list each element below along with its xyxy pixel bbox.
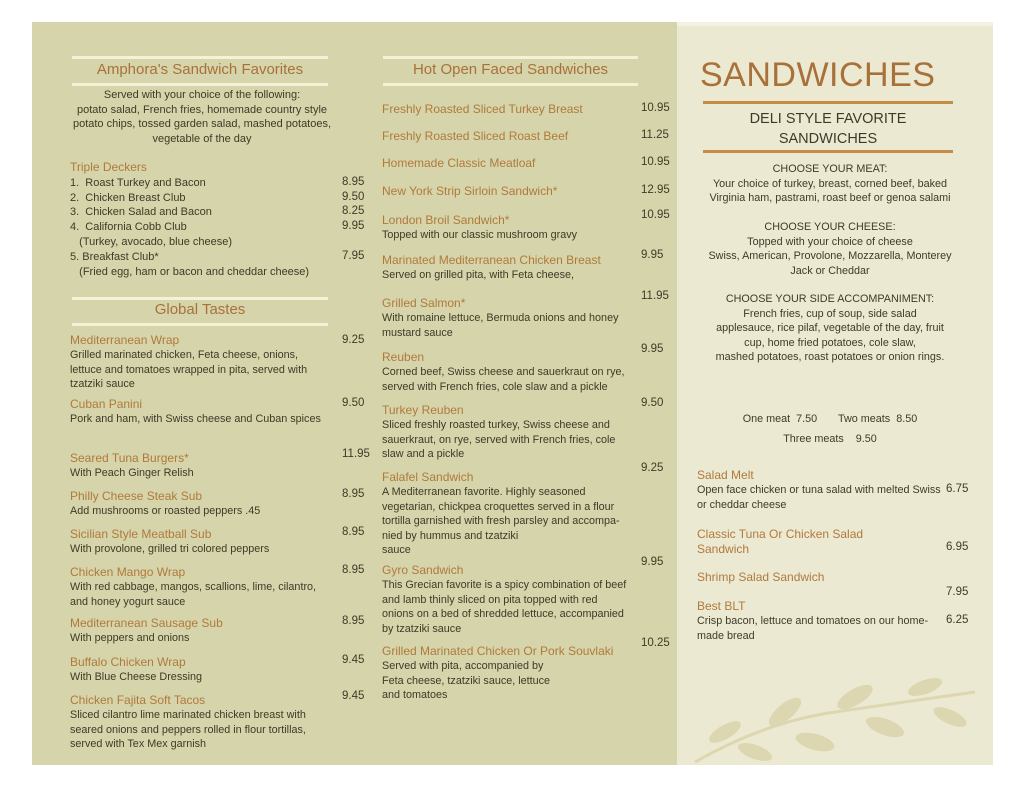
menu-item — [382, 350, 642, 394]
item-description: With Peach Ginger Relish — [70, 467, 194, 479]
meat-pricing-three: Three meats 9.50 — [783, 433, 877, 445]
divider — [383, 83, 638, 86]
item-description: Grilled marinated chicken, Feta cheese, onions, lettuce and tomatoes wrapped in pita, served with tzatziki sauce — [70, 349, 308, 390]
item-description: With provolone, grilled tri colored peppers — [70, 543, 270, 555]
menu-item — [70, 333, 340, 392]
item-price: 8.95 — [342, 488, 365, 500]
item-name: Chicken Fajita Soft Tacos — [70, 693, 206, 707]
item-description: Topped with our classic mushroom gravy — [382, 229, 578, 241]
item-description: Open face chicken or tuna salad with melted Swiss or cheddar cheese — [697, 484, 941, 511]
menu-item — [382, 253, 642, 283]
meat-pricing: One meat 7.50 Two meats 8.50 — [742, 413, 918, 425]
triple-decker-price: 9.95 — [342, 220, 365, 232]
item-price: 10.95 — [641, 209, 670, 221]
item-description: With red cabbage, mangos, scallions, lime, cilantro, and honey yogurt sauce — [70, 581, 317, 608]
item-description: Sliced freshly roasted turkey, Swiss cheese and sauerkraut, on rye, served with French fries, cole slaw and a pickle — [382, 419, 616, 460]
leaf-ornament-icon — [685, 672, 985, 765]
item-price: 11.25 — [641, 129, 669, 141]
menu-item — [70, 693, 340, 752]
item-name: Marinated Mediterranean Chicken Breast — [382, 253, 601, 267]
triple-decker-price: 8.95 — [342, 176, 365, 188]
item-price: 7.95 — [946, 586, 969, 598]
menu-item — [70, 489, 340, 519]
menu-item — [70, 565, 340, 609]
item-price: 9.95 — [641, 249, 664, 261]
item-price: 9.50 — [641, 397, 664, 409]
triple-decker-item: 1. Roast Turkey and Bacon — [70, 177, 206, 189]
item-name: Philly Cheese Steak Sub — [70, 489, 203, 503]
menu-item — [382, 184, 642, 199]
menu-item — [70, 397, 340, 427]
item-name: Sicilian Style Meatball Sub — [70, 527, 212, 541]
menu-item — [697, 599, 947, 643]
item-name: London Broil Sandwich* — [382, 213, 510, 227]
menu-item — [382, 403, 642, 462]
item-price: 6.75 — [946, 483, 969, 495]
choose-cheese: CHOOSE YOUR CHEESE: Topped with your choice of cheese Swiss, American, Provolone, Mozzarella, Monterey Jack or Cheddar — [708, 221, 952, 277]
section-title-global: Global Tastes — [154, 301, 246, 318]
item-description: Add mushrooms or roasted peppers .45 — [70, 505, 261, 517]
favorites-intro: Served with your choice of the following: potato salad, French fries, homemade country style potato chips, tossed garden salad, mashed potatoes, vegetable of the day — [72, 89, 332, 145]
item-price: 10.95 — [641, 102, 670, 114]
menu-item — [697, 570, 947, 585]
item-price: 8.95 — [342, 615, 365, 627]
item-price: 9.45 — [342, 690, 365, 702]
item-name: Mediterranean Sausage Sub — [70, 616, 223, 630]
item-description: Corned beef, Swiss cheese and sauerkraut on rye, served with French fries, cole slaw and a pickle — [382, 366, 625, 393]
item-description: With Blue Cheese Dressing — [70, 671, 203, 683]
item-price: 9.25 — [342, 334, 365, 346]
menu-item — [382, 129, 642, 144]
triple-deckers-heading: Triple Deckers — [70, 160, 147, 174]
item-price: 9.45 — [342, 654, 365, 666]
triple-decker-item: 3. Chicken Salad and Bacon — [70, 206, 212, 218]
item-price: 6.95 — [946, 541, 969, 553]
item-price: 11.95 — [342, 448, 370, 460]
triple-decker-price: 8.25 — [342, 205, 365, 217]
item-name: Falafel Sandwich — [382, 470, 474, 484]
section-title-favorites: Amphora's Sandwich Favorites — [96, 61, 304, 78]
item-price: 6.25 — [946, 614, 969, 626]
item-price: 10.95 — [641, 156, 670, 168]
menu-item — [70, 451, 340, 481]
item-name: New York Strip Sirloin Sandwich* — [382, 184, 558, 198]
choose-side: CHOOSE YOUR SIDE ACCOMPANIMENT: French fries, cup of soup, side salad applesauce, rice pilaf, vegetable of the day, fruit cup, home fried potatoes, cole slaw, mashed potatoes, roast potatoes or onion rings. — [715, 293, 945, 363]
item-description: With romaine lettuce, Bermuda onions and honey mustard sauce — [382, 312, 619, 339]
item-price: 9.95 — [641, 556, 664, 568]
item-price: 8.95 — [342, 564, 365, 576]
item-name: Freshly Roasted Sliced Turkey Breast — [382, 102, 583, 116]
page-title: SANDWICHES — [700, 56, 936, 94]
item-description: A Mediterranean favorite. Highly seasoned vegetarian, chickpea croquettes served in a flour tortilla garnished with fresh parsley and accompa- nied by hummus and tzatziki sauce — [382, 486, 620, 556]
item-name: Grilled Marinated Chicken Or Pork Souvlaki — [382, 644, 614, 658]
item-price: 12.95 — [641, 184, 670, 196]
item-name: Salad Melt — [697, 468, 754, 482]
item-name: Best BLT — [697, 599, 746, 613]
triple-decker-item: 5. Breakfast Club* (Fried egg, ham or bacon and cheddar cheese) — [70, 251, 310, 278]
menu-item — [70, 655, 340, 685]
menu-item — [697, 468, 947, 512]
item-name: Classic Tuna Or Chicken Salad Sandwich — [697, 527, 864, 556]
triple-decker-item: 2. Chicken Breast Club — [70, 192, 186, 204]
menu-item — [382, 563, 642, 636]
menu-item — [382, 156, 642, 171]
triple-decker-price: 7.95 — [342, 250, 365, 262]
item-name: Homemade Classic Meatloaf — [382, 156, 536, 170]
divider — [72, 83, 328, 86]
choose-meat: CHOOSE YOUR MEAT: Your choice of turkey, breast, corned beef, baked Virginia ham, pastrami, roast beef or genoa salami — [709, 163, 951, 204]
item-name: Turkey Reuben — [382, 403, 464, 417]
item-name: Chicken Mango Wrap — [70, 565, 186, 579]
divider — [703, 101, 953, 104]
item-description: This Grecian favorite is a spicy combination of beef and lamb thinly sliced on pita topped with red onions on a bed of shredded lettuce, accompanied by tzatziki sauce — [382, 579, 627, 635]
divider — [703, 150, 953, 153]
menu-item — [382, 296, 642, 340]
divider — [72, 297, 328, 300]
menu-item — [70, 616, 340, 646]
menu-item — [382, 470, 642, 558]
divider — [72, 323, 328, 326]
item-description: Pork and ham, with Swiss cheese and Cuban spices — [70, 413, 321, 425]
section-title-hot-open: Hot Open Faced Sandwiches — [412, 61, 609, 78]
item-name: Grilled Salmon* — [382, 296, 466, 310]
item-description: Crisp bacon, lettuce and tomatoes on our home- made bread — [697, 615, 929, 642]
deli-subtitle: DELI STYLE FAVORITE SANDWICHES — [749, 111, 907, 147]
divider — [383, 56, 638, 59]
menu-item — [70, 527, 340, 557]
item-name: Buffalo Chicken Wrap — [70, 655, 186, 669]
item-description: Served with pita, accompanied by Feta cheese, tzatziki sauce, lettuce and tomatoes — [382, 660, 551, 701]
item-description: Sliced cilantro lime marinated chicken breast with seared onions and peppers rolled in flour tortillas, served with Tex Mex garnish — [70, 709, 306, 750]
item-price: 8.95 — [342, 526, 365, 538]
triple-decker-price: 9.50 — [342, 191, 365, 203]
item-description: Served on grilled pita, with Feta cheese, — [382, 269, 575, 281]
item-name: Reuben — [382, 350, 425, 364]
item-price: 9.50 — [342, 397, 365, 409]
item-price: 10.25 — [641, 637, 670, 649]
item-description: With peppers and onions — [70, 632, 190, 644]
item-name: Gyro Sandwich — [382, 563, 464, 577]
item-name: Cuban Panini — [70, 397, 143, 411]
item-price: 11.95 — [641, 290, 669, 302]
divider — [72, 56, 328, 59]
item-price: 9.25 — [641, 462, 664, 474]
menu-item — [697, 527, 947, 557]
item-name: Mediterranean Wrap — [70, 333, 180, 347]
triple-decker-item: 4. California Cobb Club (Turkey, avocado, blue cheese) — [70, 221, 233, 248]
menu-item — [382, 644, 642, 703]
menu-item — [382, 213, 642, 243]
item-name: Freshly Roasted Sliced Roast Beef — [382, 129, 569, 143]
menu-item — [382, 102, 642, 117]
item-name: Shrimp Salad Sandwich — [697, 570, 825, 584]
item-price: 9.95 — [641, 343, 664, 355]
item-name: Seared Tuna Burgers* — [70, 451, 189, 465]
